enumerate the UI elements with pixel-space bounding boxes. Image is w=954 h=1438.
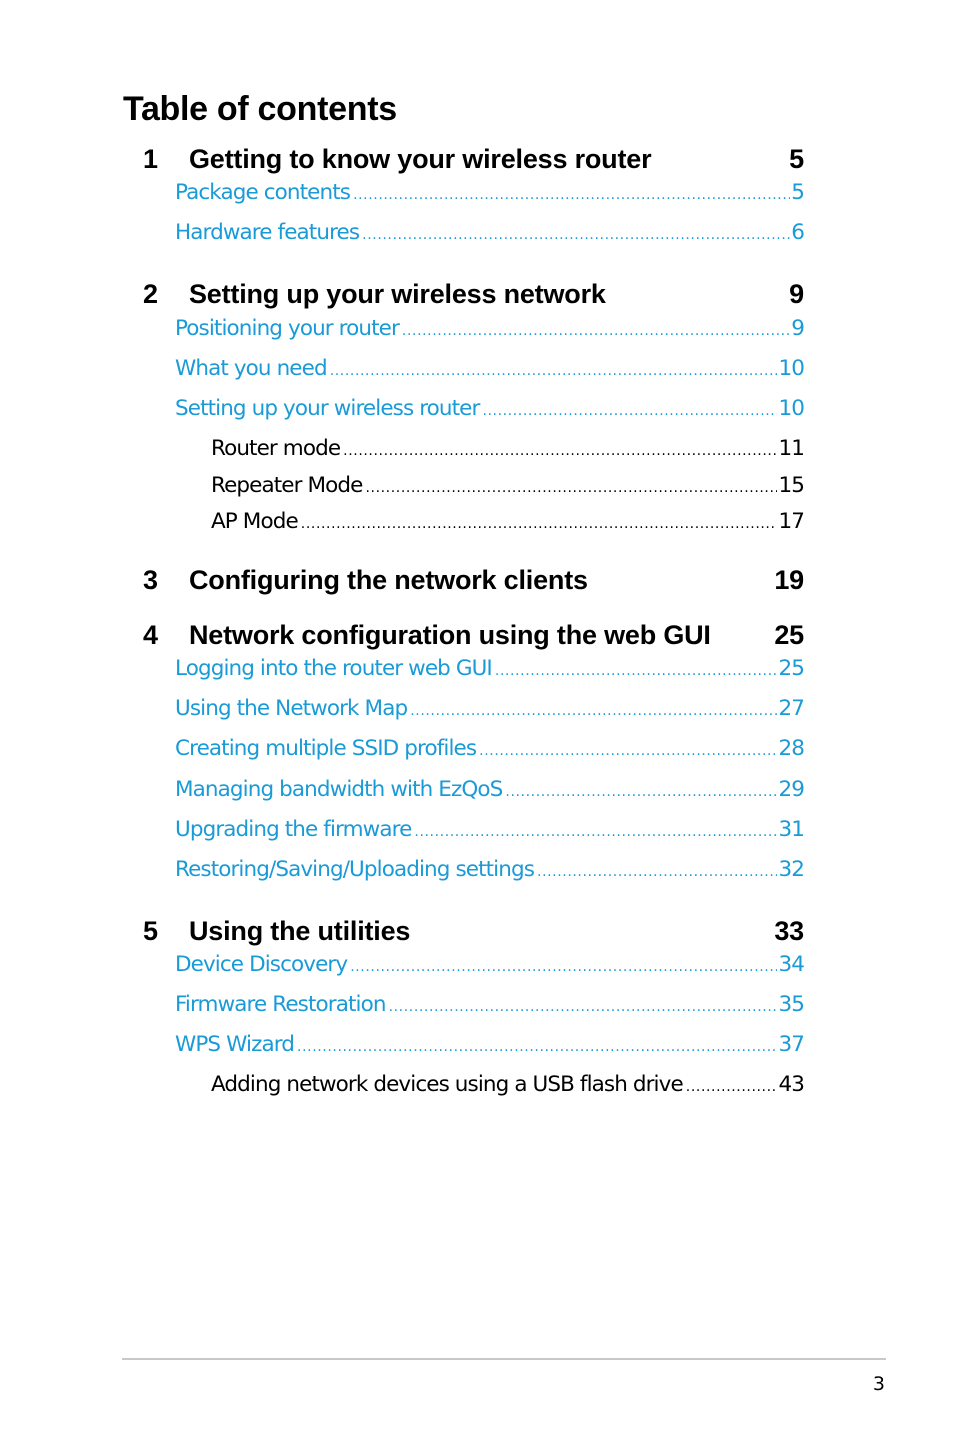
toc-entry-page: 27	[778, 696, 804, 721]
toc-entry-page: 32	[778, 857, 804, 882]
dot-leader	[353, 187, 790, 203]
toc-entry-link[interactable]	[175, 857, 804, 887]
chapter-heading[interactable]	[143, 916, 804, 950]
dot-leader	[365, 480, 777, 496]
dot-leader	[297, 1039, 777, 1055]
chapter-heading[interactable]	[143, 565, 804, 599]
footer-divider	[122, 1358, 886, 1360]
dot-leader	[410, 703, 777, 719]
dot-leader	[389, 999, 778, 1015]
dot-leader	[301, 516, 778, 532]
chapter-page: 9	[789, 279, 804, 309]
dot-leader	[495, 663, 778, 679]
toc-entry-page: 11	[778, 436, 804, 461]
chapter-title: Configuring the network clients	[189, 565, 588, 595]
dot-leader	[414, 824, 777, 840]
chapter-heading[interactable]	[143, 279, 804, 313]
toc-entry-title: Using the Network Map	[175, 696, 408, 721]
toc-entry-title: Upgrading the firmware	[175, 817, 412, 842]
toc-entry-page: 9	[791, 316, 804, 341]
chapter-title: Getting to know your wireless router	[189, 144, 652, 174]
toc-entry-title: Creating multiple SSID profiles	[175, 736, 477, 761]
toc-entry-link[interactable]	[175, 356, 804, 386]
toc-entry-title: WPS Wizard	[175, 1032, 295, 1057]
chapter-heading[interactable]	[143, 144, 804, 178]
toc-entry-title: Package contents	[175, 180, 351, 205]
toc-subentry-link[interactable]	[211, 473, 804, 503]
toc-entry-title: Repeater Mode	[211, 473, 363, 498]
dot-leader	[686, 1079, 778, 1095]
dot-leader	[362, 227, 790, 243]
toc-subentry-link[interactable]	[211, 509, 804, 539]
dot-leader	[350, 959, 777, 975]
toc-entry-title: Positioning your router	[175, 316, 399, 341]
toc-entry-link[interactable]	[175, 396, 804, 426]
dot-leader	[537, 864, 777, 880]
toc-entry-page: 35	[778, 992, 804, 1017]
toc-entry-title: Device Discovery	[175, 952, 348, 977]
chapter-number: 2	[143, 279, 158, 309]
chapter-page: 33	[774, 916, 804, 946]
chapter-page: 5	[789, 144, 804, 174]
dot-leader	[479, 743, 777, 759]
toc-entry-link[interactable]	[175, 316, 804, 346]
chapter-title: Setting up your wireless network	[189, 279, 606, 309]
toc-entry-page: 29	[778, 777, 804, 802]
chapter-number: 5	[143, 916, 158, 946]
toc-subentry-link[interactable]	[211, 1072, 804, 1102]
chapter-title: Network configuration using the web GUI	[189, 620, 711, 650]
toc-entry-page: 6	[791, 220, 804, 245]
toc-entry-page: 17	[778, 509, 804, 534]
toc-entry-title: What you need	[175, 356, 327, 381]
toc-entry-page: 10	[778, 356, 804, 381]
toc-entry-title: Hardware features	[175, 220, 360, 245]
toc-subentry-link[interactable]	[211, 436, 804, 466]
toc-entry-link[interactable]	[175, 952, 804, 982]
chapter-number: 4	[143, 620, 158, 650]
toc-entry-link[interactable]	[175, 777, 804, 807]
toc-entry-title: Router mode	[211, 436, 341, 461]
toc-entry-link[interactable]	[175, 220, 804, 250]
dot-leader	[482, 403, 777, 419]
toc-entry-title: Firmware Restoration	[175, 992, 386, 1017]
toc-entry-page: 5	[791, 180, 804, 205]
page-number: 3	[872, 1373, 885, 1395]
toc-entry-title: Logging into the router web GUI	[175, 656, 492, 681]
toc-entry-link[interactable]	[175, 736, 804, 766]
dot-leader	[402, 323, 790, 339]
toc-entry-link[interactable]	[175, 180, 804, 210]
chapter-heading[interactable]	[143, 620, 804, 654]
toc-entry-link[interactable]	[175, 656, 804, 686]
toc-entry-link[interactable]	[175, 696, 804, 726]
toc-entry-title: Managing bandwidth with EzQoS	[175, 777, 503, 802]
dot-leader	[505, 784, 777, 800]
chapter-number: 1	[143, 144, 158, 174]
toc-entry-title: Setting up your wireless router	[175, 396, 480, 421]
chapter-page: 25	[774, 620, 804, 650]
chapter-number: 3	[143, 565, 158, 595]
toc-entry-page: 43	[778, 1072, 804, 1097]
dot-leader	[330, 363, 778, 379]
toc-entry-page: 31	[778, 817, 804, 842]
dot-leader	[343, 443, 777, 459]
toc-entry-page: 28	[778, 736, 804, 761]
page-title: Table of contents	[123, 90, 397, 128]
toc-entry-page: 15	[778, 473, 804, 498]
toc-entry-page: 25	[778, 656, 804, 681]
toc-entry-page: 37	[778, 1032, 804, 1057]
chapter-page: 19	[774, 565, 804, 595]
toc-entry-title: AP Mode	[211, 509, 298, 534]
toc-entry-link[interactable]	[175, 817, 804, 847]
toc-entry-page: 34	[778, 952, 804, 977]
toc-entry-page: 10	[778, 396, 804, 421]
toc-entry-title: Adding network devices using a USB flash drive	[211, 1072, 683, 1097]
chapter-title: Using the utilities	[189, 916, 411, 946]
toc-entry-link[interactable]	[175, 1032, 804, 1062]
toc-entry-title: Restoring/Saving/Uploading settings	[175, 857, 535, 882]
toc-entry-link[interactable]	[175, 992, 804, 1022]
